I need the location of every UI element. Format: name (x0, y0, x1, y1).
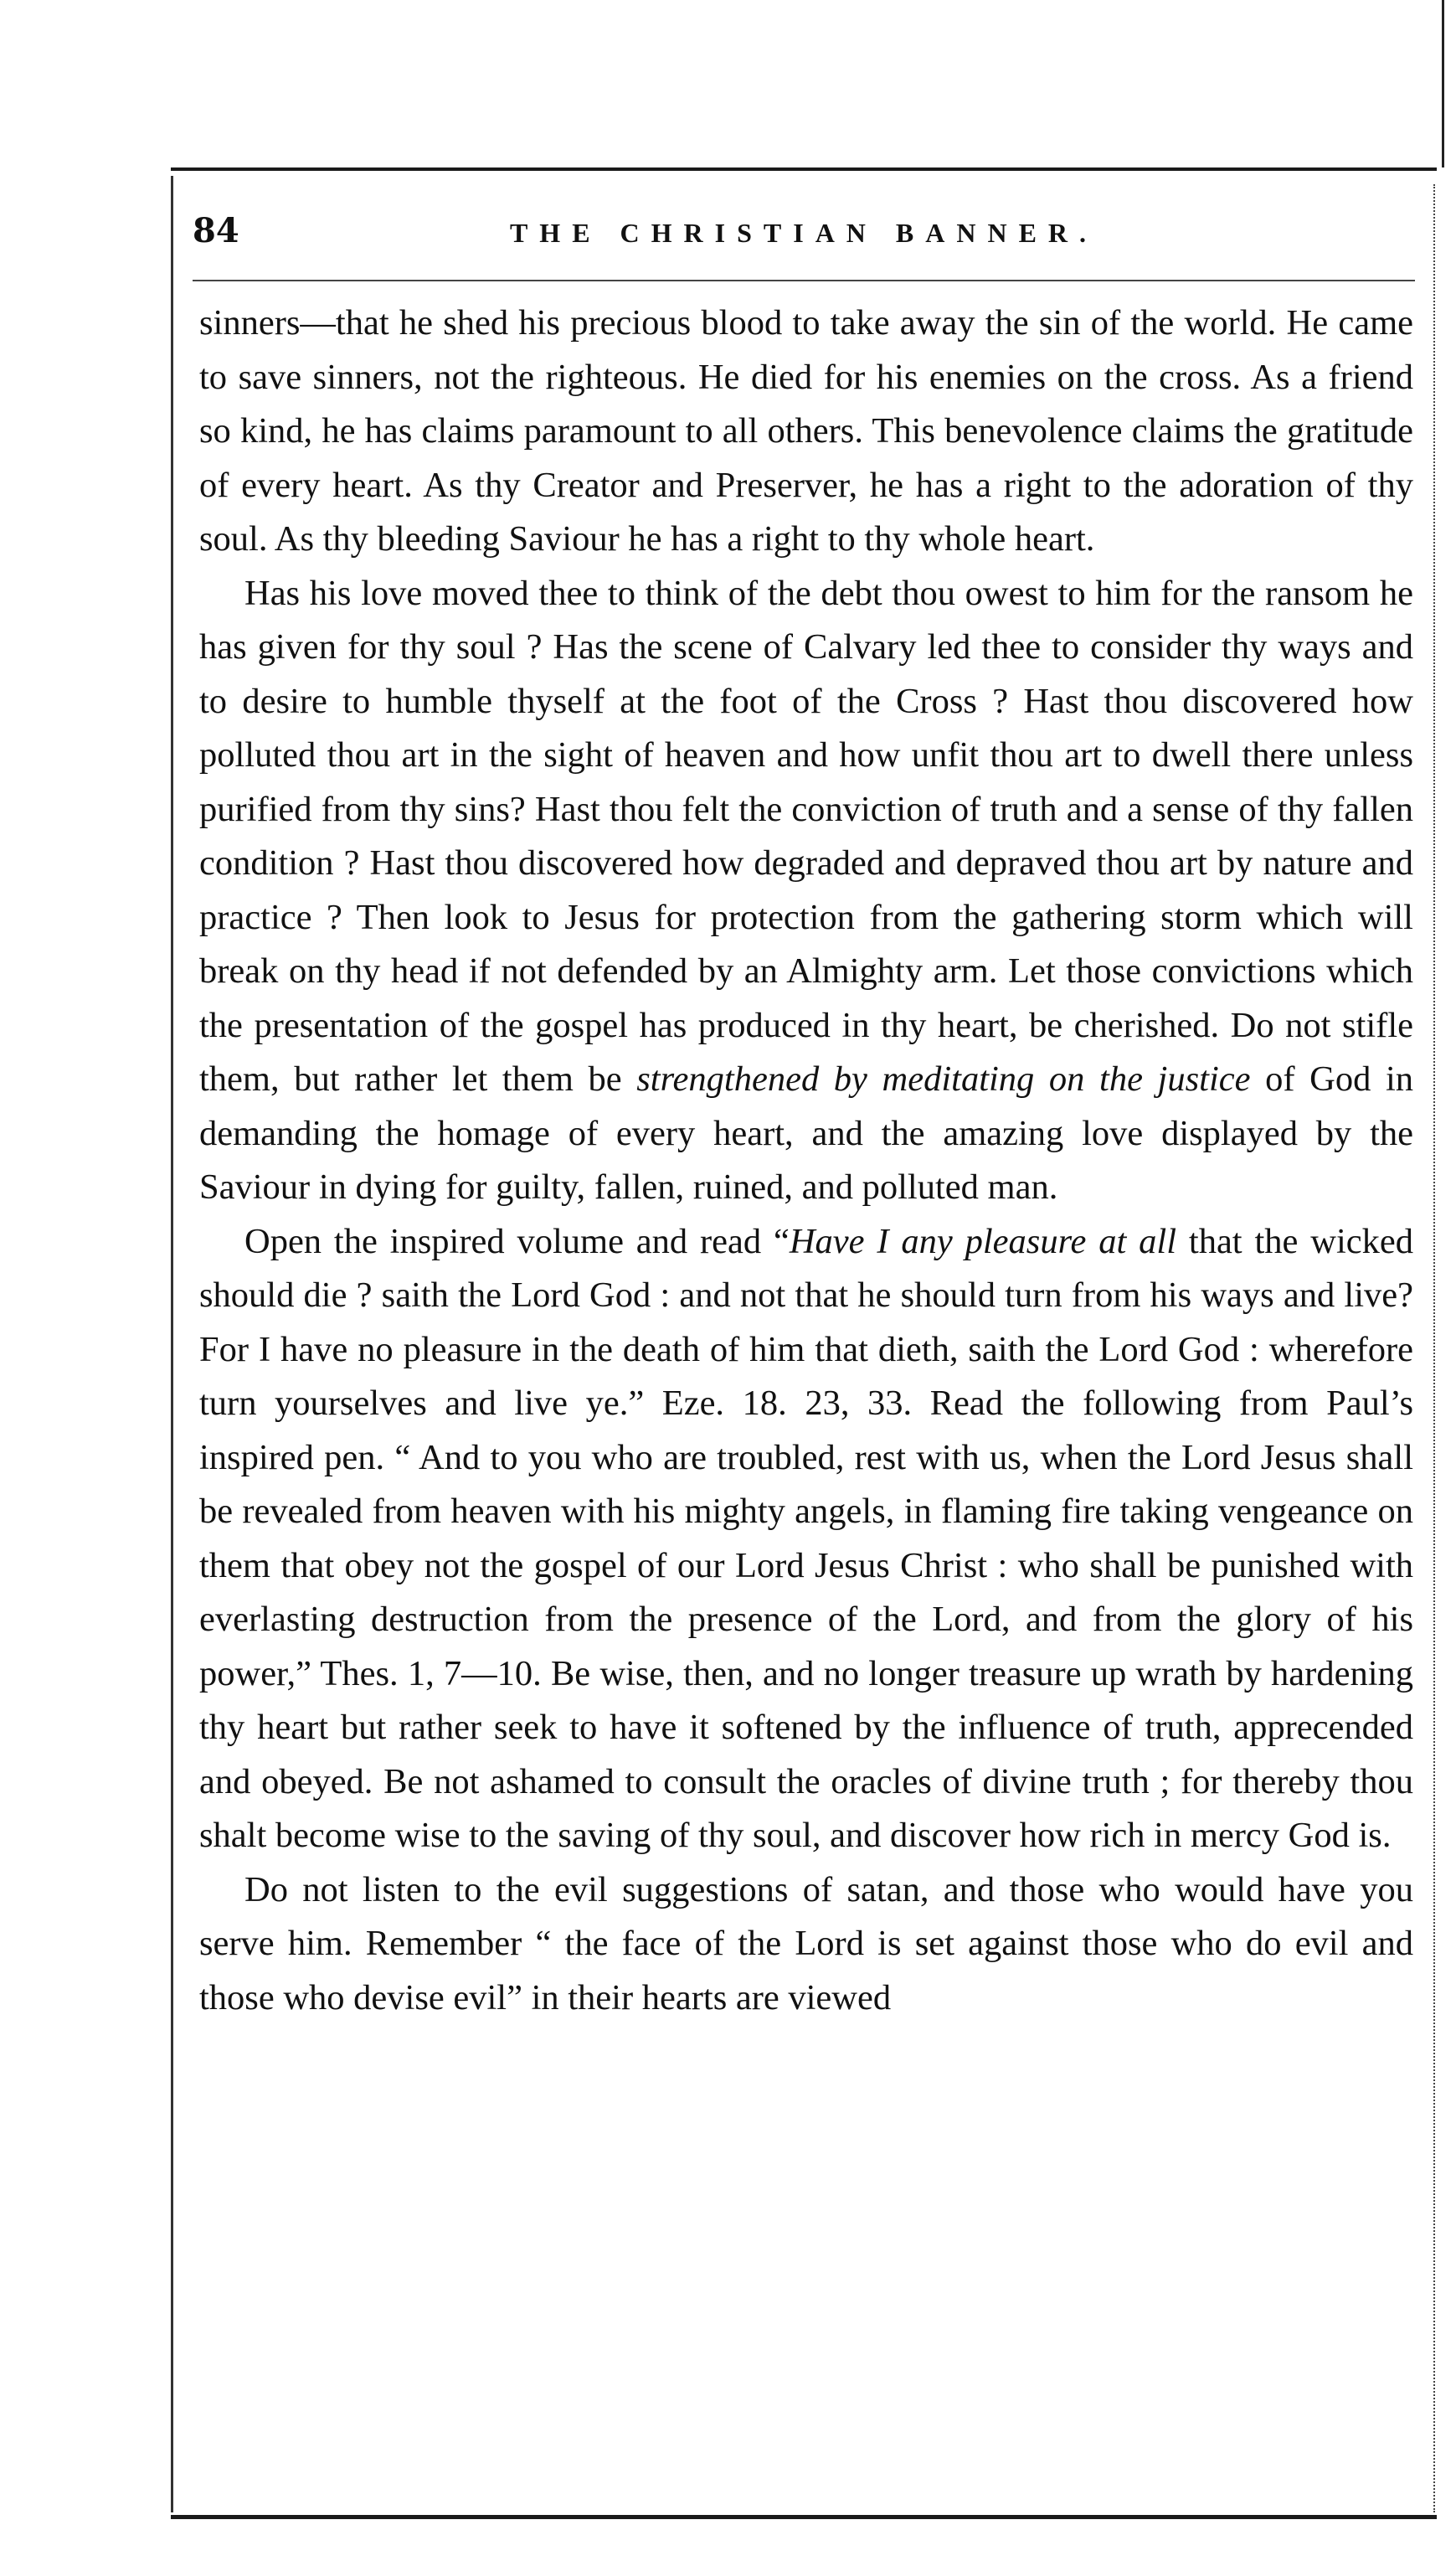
paragraph-2-italic: strengthened by meditating on the justice (636, 1059, 1251, 1099)
running-title: THE CHRISTIAN BANNER. (509, 218, 1098, 248)
paragraph-3-italic: Have I any pleasure at all (789, 1221, 1177, 1261)
paragraph-1-text: sinners—that he shed his precious blood to take away the sin of the world. He came to save sinners, not the righteous. He died for his enemies on the cross. As a friend so kind, he has claims paramount to all others. This benevolence claims the gratitude of every heart. As thy Creator and Preserver, he has a right to the adoration of thy soul. As thy bleeding Saviour he has a right to thy whole heart. (199, 303, 1413, 559)
paragraph-3-text-a: Open the inspired volume and read “ (244, 1221, 790, 1261)
paragraph-1 (199, 296, 1413, 567)
paragraph-2-text-b: of God in demanding the homage of every heart, and the amazing love displayed by the Saviour in dying for guilty, fallen, ruined, and polluted man. (199, 1059, 1413, 1207)
paragraph-2-text-a: Has his love moved thee to think of the debt thou owest to him for the ransom he has given for thy soul ? Has the scene of Calvary led thee to consider thy ways and to desire to humble thyself at the foot of the Cross ? Hast thou discovered how polluted thou art in the sight of heaven and how unfit thou art to dwell there unless purified from thy sins? Hast thou felt the conviction of truth and a sense of thy fallen condition ? Hast thou discovered how degraded and depraved thou art by nature and practice ? Then look to Jesus for protection from the gathering storm which will break on thy head if not defended by an Almighty arm. Let those convictions which the presentation of the gospel has produced in thy heart, be cherished. Do not stifle them, but rather let them be (199, 573, 1413, 1099)
paragraph-2 (199, 567, 1413, 1215)
body-text (199, 296, 1413, 2025)
paragraph-4-text: Do not listen to the evil suggestions of satan, and those who would have you serve him. Remember “ the face of the Lord is set against those who do evil and those who devise evil” in their hearts are viewed (199, 1869, 1413, 2017)
page-number: 84 (193, 211, 239, 250)
header-rule (193, 280, 1415, 281)
scan-edge (1442, 0, 1444, 167)
bottom-border-rule (171, 2515, 1437, 2519)
left-border-rule (171, 176, 173, 2512)
paragraph-3-text-b: that the wicked should die ? saith the Lord God : and not that he should turn from his ways and live? For I have no pleasure in the death of him that dieth, saith the Lord God : wherefore turn yourselves and live ye.” Eze. 18. 23, 33. Read the following from Paul’s inspired pen. “ And to you who are troubled, rest with us, when the Lord Jesus shall be revealed from heaven with his mighty angels, in flaming fire taking vengeance on them that obey not the gospel of our Lord Jesus Christ : who shall be punished with everlasting destruction from the presence of the Lord, and from the glory of his power,” Thes. 1, 7—10. Be wise, then, and no longer treasure up wrath by hardening thy heart but rather seek to have it softened by the influence of truth, apprecended and obeyed. Be not ashamed to consult the oracles of divine truth ; for thereby thou shalt become wise to the saving of thy soul, and discover how rich in mercy God is. (199, 1221, 1413, 1855)
paragraph-3 (199, 1215, 1413, 1863)
page-frame (171, 167, 1437, 2519)
page-header (193, 211, 1415, 278)
right-border-rule (1433, 184, 1437, 2512)
paragraph-4 (199, 1863, 1413, 2026)
top-border-rule (171, 167, 1437, 171)
